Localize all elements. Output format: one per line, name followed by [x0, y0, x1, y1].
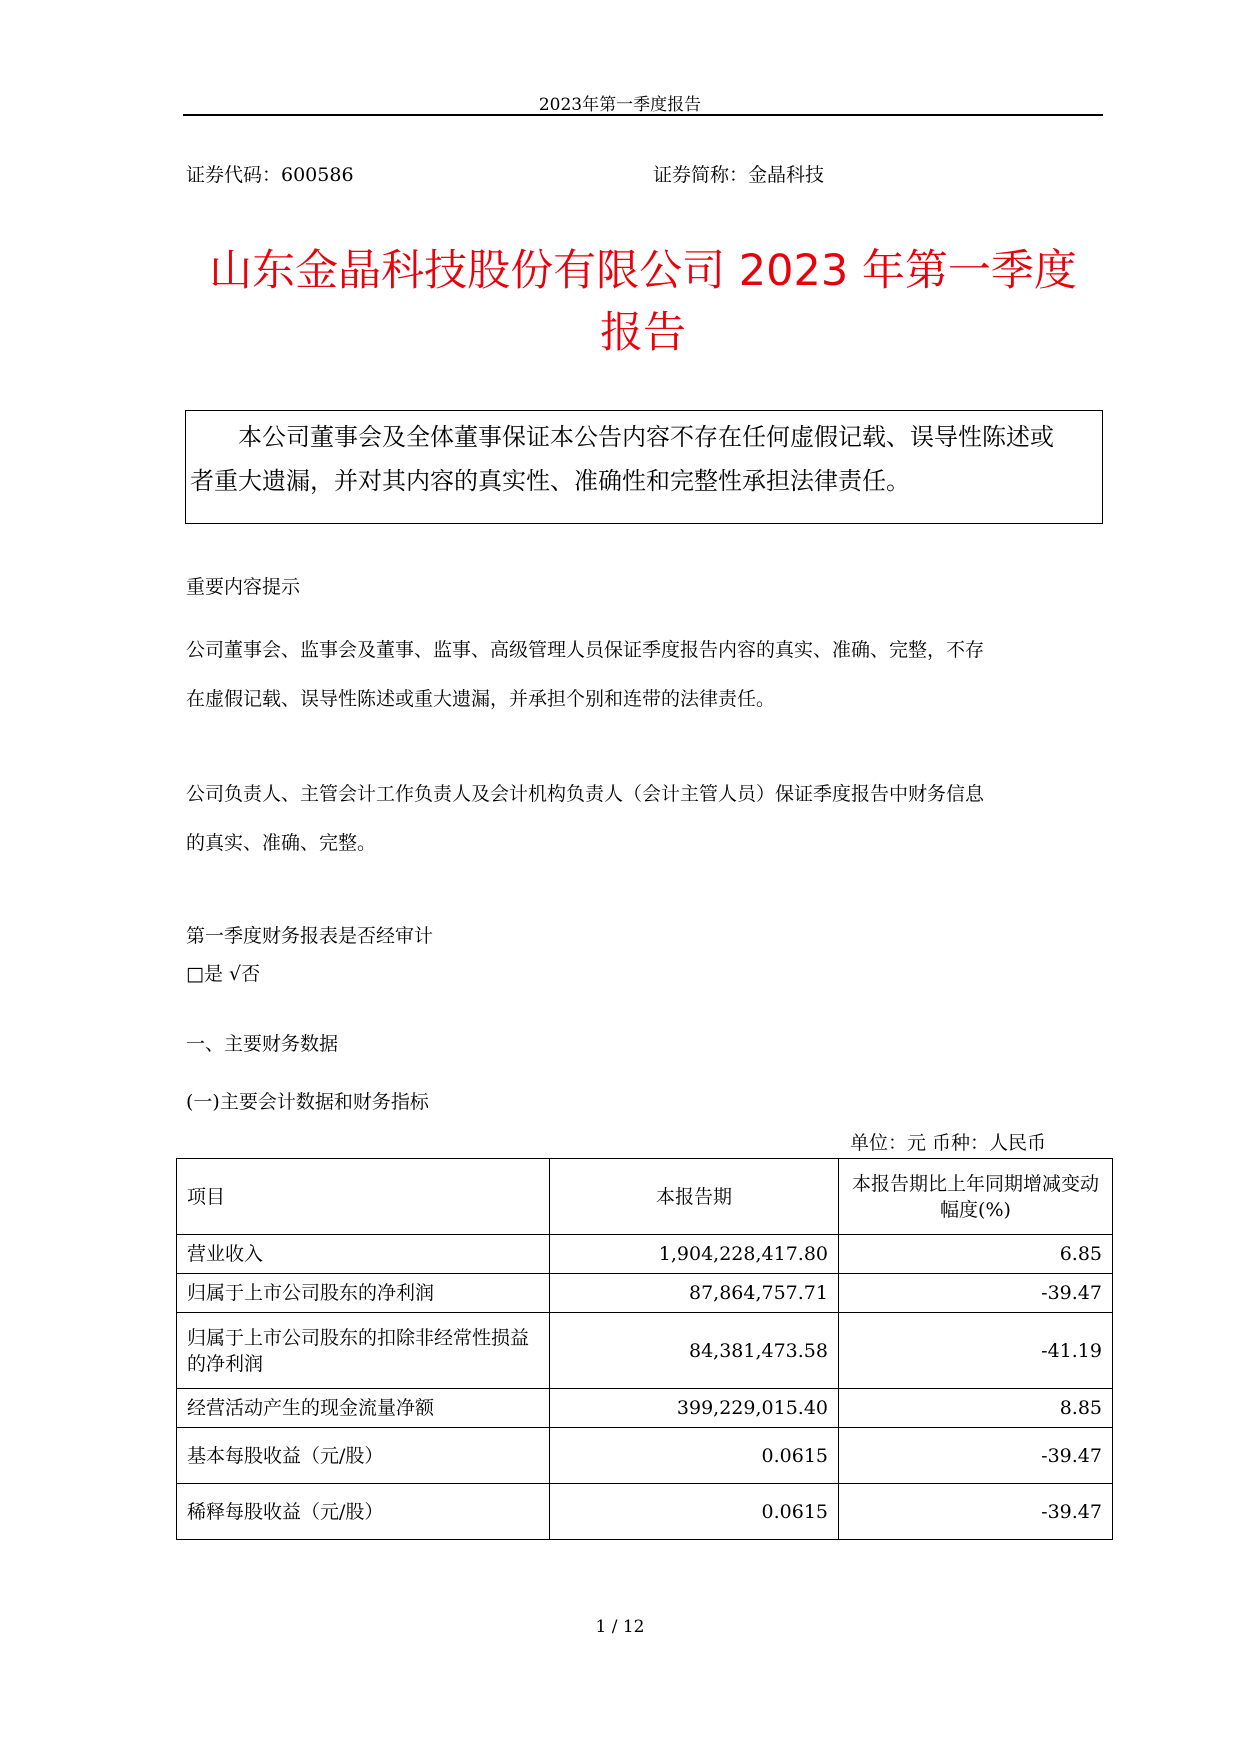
notice-line2: 者重大遗漏，并对其内容的真实性、准确性和完整性承担法律责任。	[190, 467, 910, 495]
financial-data-table	[176, 1158, 1113, 1540]
security-short-name: 证券简称：金晶科技	[653, 164, 825, 186]
table-row	[177, 1389, 1113, 1428]
table-row	[177, 1313, 1113, 1389]
table-cell-value: 84,381,473.58	[550, 1313, 839, 1389]
table-header-cell: 项目	[177, 1159, 550, 1235]
page-number: 1 / 12	[595, 1617, 645, 1637]
important-p1-line1: 公司董事会、监事会及董事、监事、高级管理人员保证季度报告内容的真实、准确、完整，不存	[186, 639, 985, 661]
table-row	[177, 1274, 1113, 1313]
important-p2-line2: 的真实、准确、完整。	[186, 832, 377, 854]
security-code: 证券代码：600586	[186, 164, 354, 186]
important-paragraph-1	[186, 626, 1103, 724]
table-cell-value: 1,904,228,417.80	[550, 1235, 839, 1274]
report-title-line2: 报告	[600, 308, 686, 358]
table-row	[177, 1484, 1113, 1540]
table-cell-change: 6.85	[839, 1235, 1113, 1274]
audit-block	[186, 917, 1103, 993]
audit-answer: □是 √否	[186, 963, 261, 985]
important-p2-line1: 公司负责人、主管会计工作负责人及会计机构负责人（会计主管人员）保证季度报告中财务信息	[186, 783, 985, 805]
header-rule	[183, 114, 1103, 116]
table-cell-value: 0.0615	[550, 1484, 839, 1540]
unit-note: 单位：元 币种：人民币	[850, 1132, 1047, 1154]
table-cell-item: 营业收入	[177, 1235, 550, 1274]
table-cell-value: 0.0615	[550, 1428, 839, 1484]
board-notice-box	[185, 410, 1103, 524]
table-cell-item: 基本每股收益（元/股）	[177, 1428, 550, 1484]
table-cell-item: 归属于上市公司股东的扣除非经常性损益的净利润	[177, 1313, 550, 1389]
table-cell-change: -39.47	[839, 1428, 1113, 1484]
table-cell-change: 8.85	[839, 1389, 1113, 1428]
table-row	[177, 1235, 1113, 1274]
page-header: 2023年第一季度报告	[538, 95, 702, 115]
table-cell-item: 归属于上市公司股东的净利润	[177, 1274, 550, 1313]
table-cell-change: -39.47	[839, 1274, 1113, 1313]
audit-question: 第一季度财务报表是否经审计	[186, 925, 434, 947]
report-title-line1: 山东金晶科技股份有限公司 2023 年第一季度	[209, 246, 1077, 296]
section-subheading: (一)主要会计数据和财务指标	[186, 1091, 429, 1113]
table-cell-value: 399,229,015.40	[550, 1389, 839, 1428]
table-header-cell: 本报告期比上年同期增减变动幅度(%)	[839, 1159, 1113, 1235]
table-header-cell: 本报告期	[550, 1159, 839, 1235]
important-heading: 重要内容提示	[186, 576, 301, 598]
table-cell-value: 87,864,757.71	[550, 1274, 839, 1313]
table-cell-change: -41.19	[839, 1313, 1113, 1389]
important-p1-line2: 在虚假记载、误导性陈述或重大遗漏，并承担个别和连带的法律责任。	[186, 688, 776, 710]
table-cell-change: -39.47	[839, 1484, 1113, 1540]
table-row	[177, 1428, 1113, 1484]
table-header-row	[177, 1159, 1113, 1235]
notice-line1: 本公司董事会及全体董事保证本公告内容不存在任何虚假记载、误导性陈述或	[238, 423, 1054, 451]
section-heading: 一、主要财务数据	[186, 1033, 339, 1055]
important-paragraph-2	[186, 770, 1103, 868]
table-cell-item: 经营活动产生的现金流量净额	[177, 1389, 550, 1428]
table-cell-item: 稀释每股收益（元/股）	[177, 1484, 550, 1540]
report-title	[183, 240, 1103, 364]
